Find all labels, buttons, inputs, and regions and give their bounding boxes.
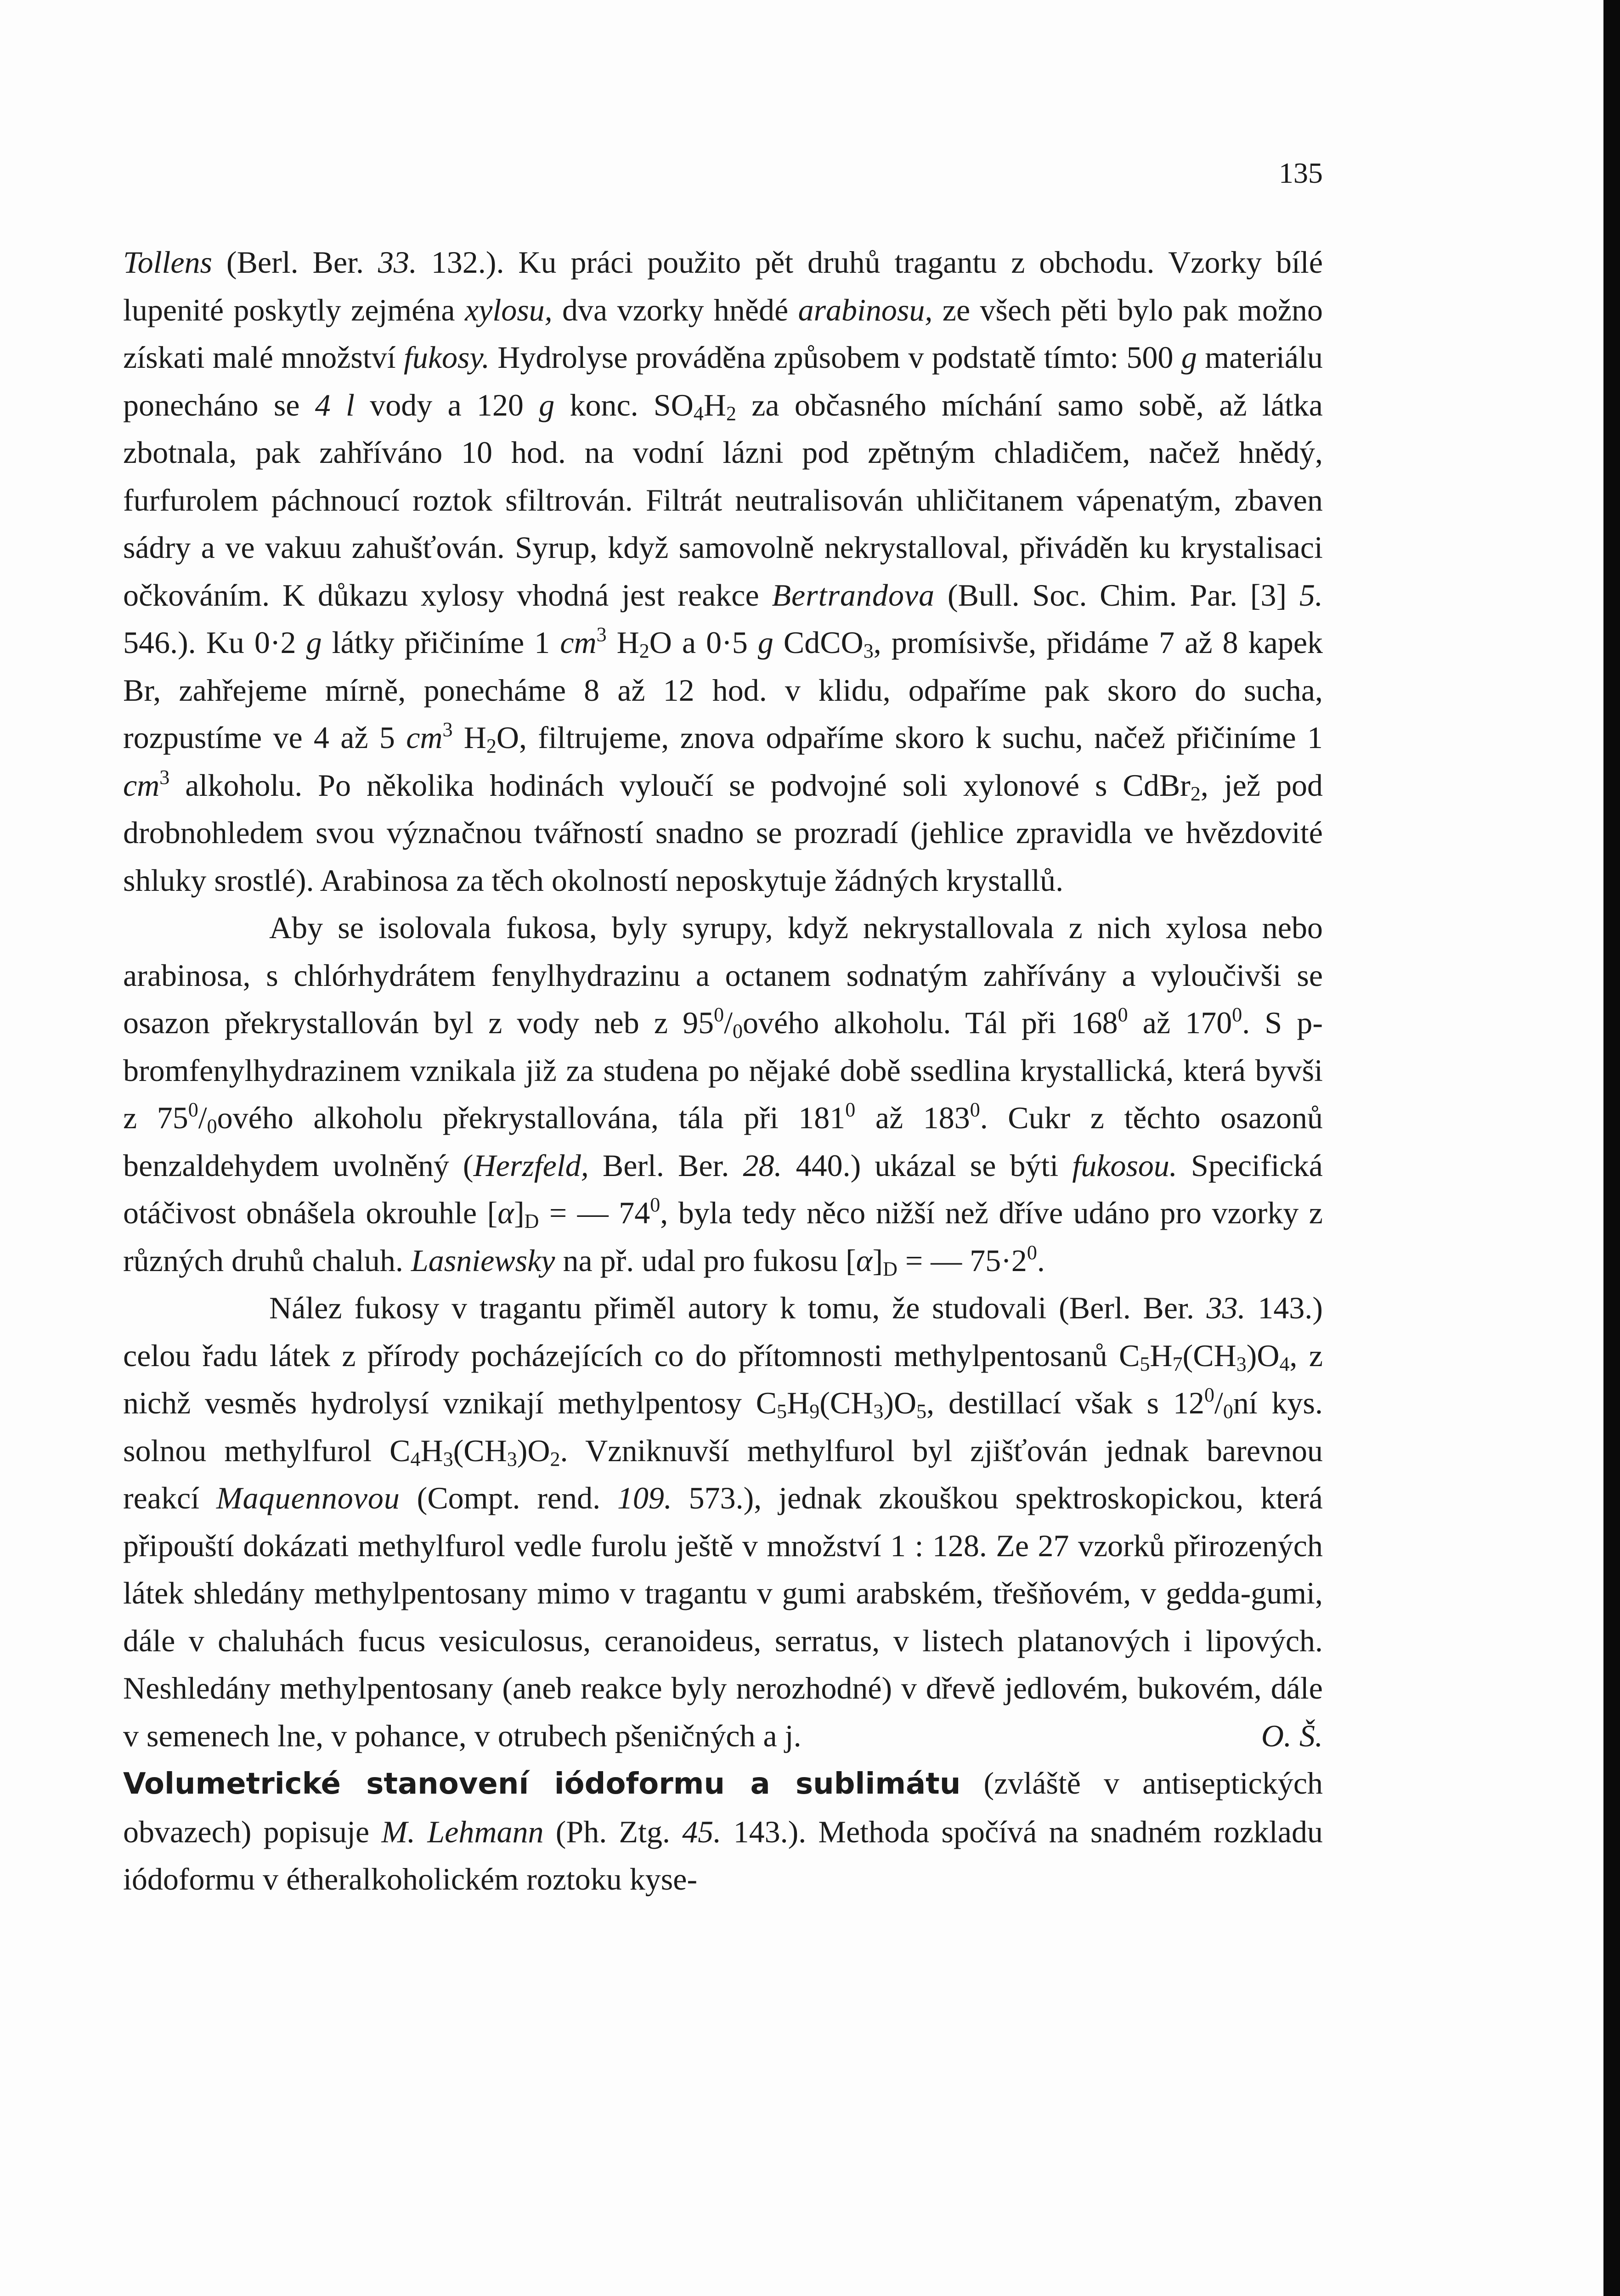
author-name: Lasniewsky	[411, 1243, 555, 1278]
unit: g	[1181, 340, 1197, 375]
author-name: Bertrandova	[772, 577, 935, 613]
text-run: /	[724, 1005, 733, 1040]
text-run: H	[606, 625, 639, 660]
text-run: Berl. Ber.	[588, 1148, 743, 1183]
text-run: = — 75·2	[897, 1243, 1027, 1278]
subscript: 3	[1236, 1352, 1247, 1375]
text-run: , byla tedy něco nižší než dříve udáno pro vzorky z různých druhů chaluh.	[123, 1195, 1323, 1278]
article-body	[123, 239, 1323, 1903]
author-signature: O. Š.	[1261, 1718, 1323, 1753]
text-run: (Compt. rend.	[400, 1480, 617, 1515]
subscript: 2	[639, 640, 649, 662]
unit: g	[539, 387, 555, 422]
emphasis: fukosou.	[1072, 1148, 1177, 1183]
text-run: ového alkoholu překrystallována, tála při 181	[217, 1100, 846, 1135]
text-run: za občasného míchání samo sobě, až látka zbotnala, pak zahříváno 10 hod. na vodní lázni pod zpětným chladičem, načež hnědý, furfurolem páchnoucí roztok sfiltrován. Filtrát neutralisován uhličitanem vápenatým, zbaven sádry a ve vakuu zahušťován. Syrup, když samovolně nekrystalloval, přiváděn ku krystalisaci očkováním. K důkazu xylosy vhodná jest reakce	[123, 387, 1323, 613]
volume-number: 5.	[1299, 577, 1323, 613]
text-run: vody a 120	[354, 387, 539, 422]
subscript: D	[524, 1210, 539, 1232]
emphasis: arabinosu,	[798, 292, 933, 327]
text-run: . S p-bromfenylhydrazinem vznikala již za studena po nějaké době ssedlina krystallická, která byvši z 75	[123, 1005, 1323, 1135]
text-run: (Bull. Soc. Chim. Par. [3]	[935, 577, 1299, 613]
superscript: 0	[1027, 1241, 1037, 1264]
subscript: 5	[916, 1400, 927, 1423]
text-run: látky přičiníme 1	[322, 625, 560, 660]
text-run: (Ph. Ztg.	[543, 1814, 683, 1849]
superscript: 0	[714, 1003, 724, 1026]
emphasis: xylosu,	[464, 292, 553, 327]
text-run: 143.). Methoda spočívá na snadném rozkladu iódoformu v étheralkoholickém roztoku kyse-	[123, 1814, 1323, 1896]
text-run: H	[420, 1433, 443, 1468]
volume-number: 33.	[378, 245, 417, 280]
subscript: 3	[863, 640, 874, 662]
superscript: 3	[596, 623, 607, 646]
text-run: /	[1214, 1385, 1223, 1420]
text-run: )O	[517, 1433, 550, 1468]
subscript: 2	[726, 402, 736, 425]
page-number: 135	[1279, 157, 1323, 189]
subscript: 4	[1279, 1352, 1290, 1375]
superscript: 3	[159, 765, 170, 788]
text-run: 143.) celou řadu látek z přírody pocházejících co do přítomnosti methylpentosanů C	[123, 1290, 1323, 1373]
greek-alpha: α	[497, 1195, 514, 1230]
text-run: O a 0·5	[649, 625, 758, 660]
text-run: H	[787, 1385, 810, 1420]
text-run: O, filtrujeme, znova odpaříme skoro k suchu, načež přičiníme 1	[496, 720, 1323, 755]
author-name: Herzfeld,	[473, 1148, 589, 1183]
volume-number: 45.	[682, 1814, 722, 1849]
text-run: H	[1150, 1338, 1173, 1373]
text-run: materiálu ponecháno se	[123, 340, 1323, 422]
superscript: 0	[188, 1098, 198, 1121]
subscript: 0	[733, 1020, 743, 1042]
subscript: D	[883, 1257, 897, 1280]
text-run: = — 74	[539, 1195, 650, 1230]
text-run: 132.). Ku práci použito pět druhů tragantu z obchodu. Vzorky bílé lupenité poskytly zejména	[123, 245, 1323, 327]
text-run: 573.), jednak zkouškou spektroskopickou, která připouští dokázati methylfurol vedle furolu ještě v množství 1 : 128. Ze 27 vzorků přirozených látek shledány methylpentosany mimo v tragantu v gumi arabském, třešňovém, v gedda-gumi, dále v chaluhách fucus vesiculosus, ceranoideus, serratus, v listech platanových i lipových. Neshledány methylpentosany (aneb reakce byly nerozhodné) v dřevě jedlovém, bukovém, dále v semenech lne, v pohance, v otrubech pšeničných a j.	[123, 1480, 1323, 1753]
text-run: , z nichž vesměs hydrolysí vznikají methylpentosy C	[123, 1338, 1323, 1420]
text-run: /	[198, 1100, 207, 1135]
text-run: (CH	[1182, 1338, 1236, 1373]
subscript: 2	[1190, 782, 1201, 805]
text-run: ]	[514, 1195, 525, 1230]
text-run: H	[452, 720, 486, 755]
text-run: dva vzorky hnědé	[552, 292, 798, 327]
text-run: Aby se isolovala fukosa, byly syrupy, když nekrystallovala z nich xylosa nebo arabinosa, s chlórhydrátem fenylhydrazinu a octanem sodnatým zahřívány a vyloučivši se osazon překrystallován byl z vody neb z 95	[123, 910, 1323, 1040]
subscript: 4	[410, 1447, 421, 1470]
subscript: 2	[550, 1447, 560, 1470]
text-run: 440.) ukázal se býti	[782, 1148, 1072, 1183]
text-run: CdCO	[773, 625, 864, 660]
text-run: (Berl. Ber.	[212, 245, 378, 280]
subscript: 3	[873, 1400, 884, 1423]
unit: 4 l	[315, 387, 355, 422]
superscript: 3	[442, 718, 453, 741]
text-run: konc. SO	[554, 387, 694, 422]
superscript: 0	[845, 1098, 856, 1121]
unit: cm	[123, 767, 160, 803]
text-run: ]	[872, 1243, 883, 1278]
author-name: Maquennovou	[216, 1480, 400, 1515]
text-run: .	[1037, 1243, 1045, 1278]
text-run: , promísivše, přidáme 7 až 8 kapek Br, zahřejeme mírně, ponecháme 8 až 12 hod. v klidu, odpaříme pak skoro do sucha, rozpustíme ve 4 až 5	[123, 625, 1323, 755]
subscript: 3	[443, 1447, 453, 1470]
unit: g	[306, 625, 322, 660]
superscript: 0	[1204, 1384, 1214, 1406]
volume-number: 109.	[617, 1480, 672, 1515]
text-run: až 183	[855, 1100, 970, 1135]
text-run: (CH	[453, 1433, 507, 1468]
text-run: , destillací však s 12	[926, 1385, 1204, 1420]
text-run: alkoholu. Po několika hodinách vyloučí se podvojné soli xylonové s CdBr	[169, 767, 1191, 803]
text-run: , jež pod drobnohledem svou význačnou tvářností snadno se prozradí (jehlice zpravidla ve hvězdovité shluky srostlé). Arabinosa za těch okolností neposkytuje žádných krystallů.	[123, 767, 1323, 898]
text-run: (zvláště v antiseptických obvazech) popisuje	[123, 1766, 1323, 1849]
superscript: 0	[1232, 1003, 1242, 1026]
volume-number: 28.	[743, 1148, 782, 1183]
text-run: 546.). Ku 0·2	[123, 625, 306, 660]
text-run: ze všech pěti bylo pak možno získati malé množství	[123, 292, 1323, 375]
text-run: ového alkoholu. Tál při 168	[743, 1005, 1118, 1040]
text-run: H	[703, 387, 726, 422]
subscript: 5	[777, 1400, 787, 1423]
greek-alpha: α	[856, 1243, 873, 1278]
text-run: . Vzniknuvší methylfurol byl zjišťován jednak barevnou reakcí	[123, 1433, 1323, 1515]
text-run: )O	[883, 1385, 917, 1420]
text-run: Specifická otáčivost obnášela okrouhle [	[123, 1148, 1323, 1230]
paragraph-methylpentosans	[123, 1284, 1323, 1760]
text-run: (CH	[819, 1385, 874, 1420]
text-run: ní kys. solnou methylfurol C	[123, 1385, 1323, 1468]
subscript: 9	[809, 1400, 820, 1423]
section-heading: Volumetrické stanovení iódoformu a sublimátu	[123, 1767, 961, 1801]
superscript: 0	[1118, 1003, 1128, 1026]
unit: cm	[406, 720, 443, 755]
superscript: 0	[970, 1098, 980, 1121]
text-run: Hydrolyse prováděna způsobem v podstatě tímto: 500	[489, 340, 1181, 375]
subscript: 2	[486, 735, 497, 757]
text-run: Nález fukosy v tragantu přiměl autory k tomu, že studovali (Berl. Ber.	[269, 1290, 1207, 1325]
text-run: )O	[1246, 1338, 1280, 1373]
unit: cm	[560, 625, 597, 660]
text-run: na př. udal pro fukosu [	[555, 1243, 856, 1278]
text-run: . Cukr z těchto osazonů benzaldehydem uvolněný (	[123, 1100, 1323, 1183]
superscript: 0	[650, 1193, 660, 1216]
paragraph-fucose-isolation	[123, 904, 1323, 1284]
subscript: 4	[693, 402, 704, 425]
scan-border	[1603, 0, 1620, 2296]
subscript: 5	[1140, 1352, 1150, 1375]
emphasis: fukosy.	[403, 340, 490, 375]
subscript: 0	[1223, 1400, 1233, 1423]
volume-number: 33.	[1206, 1290, 1246, 1325]
text-run: až 170	[1128, 1005, 1232, 1040]
unit: g	[757, 625, 773, 660]
subscript: 3	[507, 1447, 517, 1470]
paragraph-tragant-analysis	[123, 239, 1323, 904]
author-name: Tollens	[123, 245, 213, 280]
subscript: 7	[1172, 1352, 1183, 1375]
subscript: 0	[207, 1115, 217, 1137]
author-name: M. Lehmann	[381, 1814, 544, 1849]
paragraph-iodoform	[123, 1760, 1323, 1903]
